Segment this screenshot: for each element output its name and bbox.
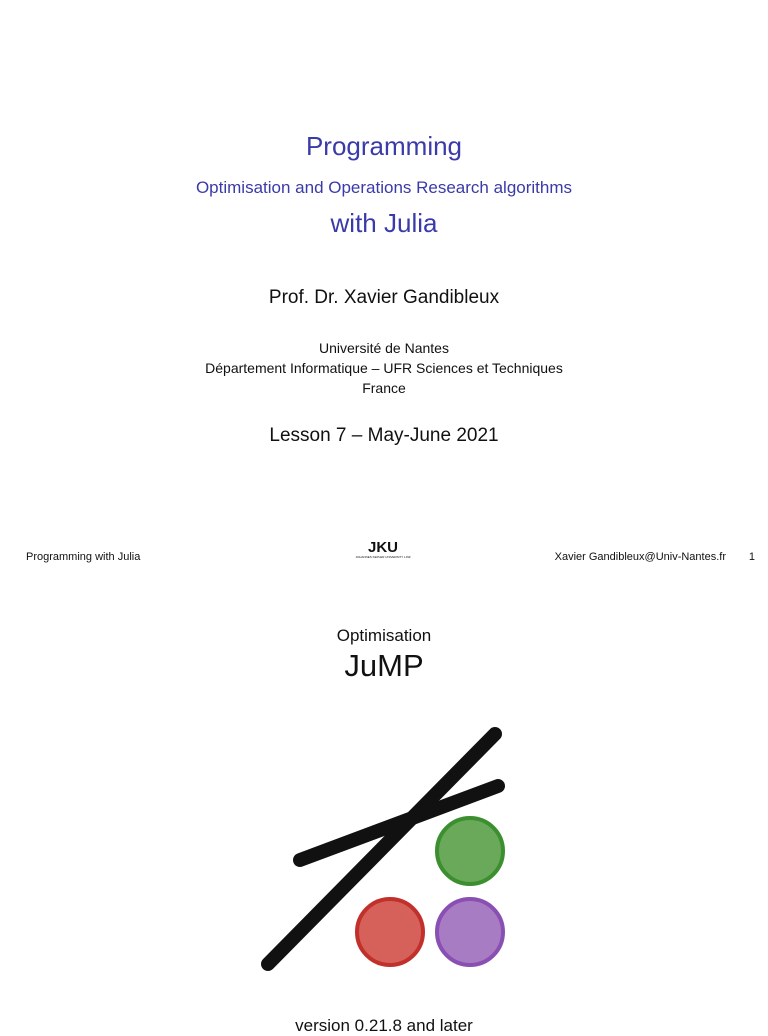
footer-course-title: Programming with Julia <box>26 551 141 563</box>
jku-logo-icon <box>355 537 411 565</box>
slide-title-line2: with Julia <box>330 208 438 238</box>
slide-title: Programming <box>305 131 463 161</box>
author-name: Prof. Dr. Xavier Gandibleux <box>268 287 500 308</box>
jump-logo-icon <box>240 716 530 976</box>
section-label: Optimisation <box>336 626 432 645</box>
footer-author-email: Xavier Gandibleux@Univ-Nantes.fr <box>554 551 726 563</box>
slide-subtitle: Optimisation and Operations Research algorithms <box>195 178 573 197</box>
logo-subtext: JOHANNES KEPLER UNIVERSITY LINZ <box>355 555 411 559</box>
logo-circle-green <box>437 818 503 884</box>
jump-slide <box>0 576 768 1035</box>
version-note: version 0.21.8 and later <box>295 1016 473 1035</box>
institution-line: France <box>362 380 406 396</box>
slide-title: JuMP <box>344 648 424 683</box>
logo-circle-red <box>357 899 423 965</box>
lesson-date: Lesson 7 – May-June 2021 <box>269 425 499 446</box>
logo-text: JKU <box>367 539 399 556</box>
page-number: 1 <box>748 551 755 563</box>
institution-line: Département Informatique – UFR Sciences et Techniques <box>205 360 563 376</box>
institution-line: Université de Nantes <box>319 340 449 356</box>
logo-circle-purple <box>437 899 503 965</box>
slide-footer <box>0 539 768 567</box>
